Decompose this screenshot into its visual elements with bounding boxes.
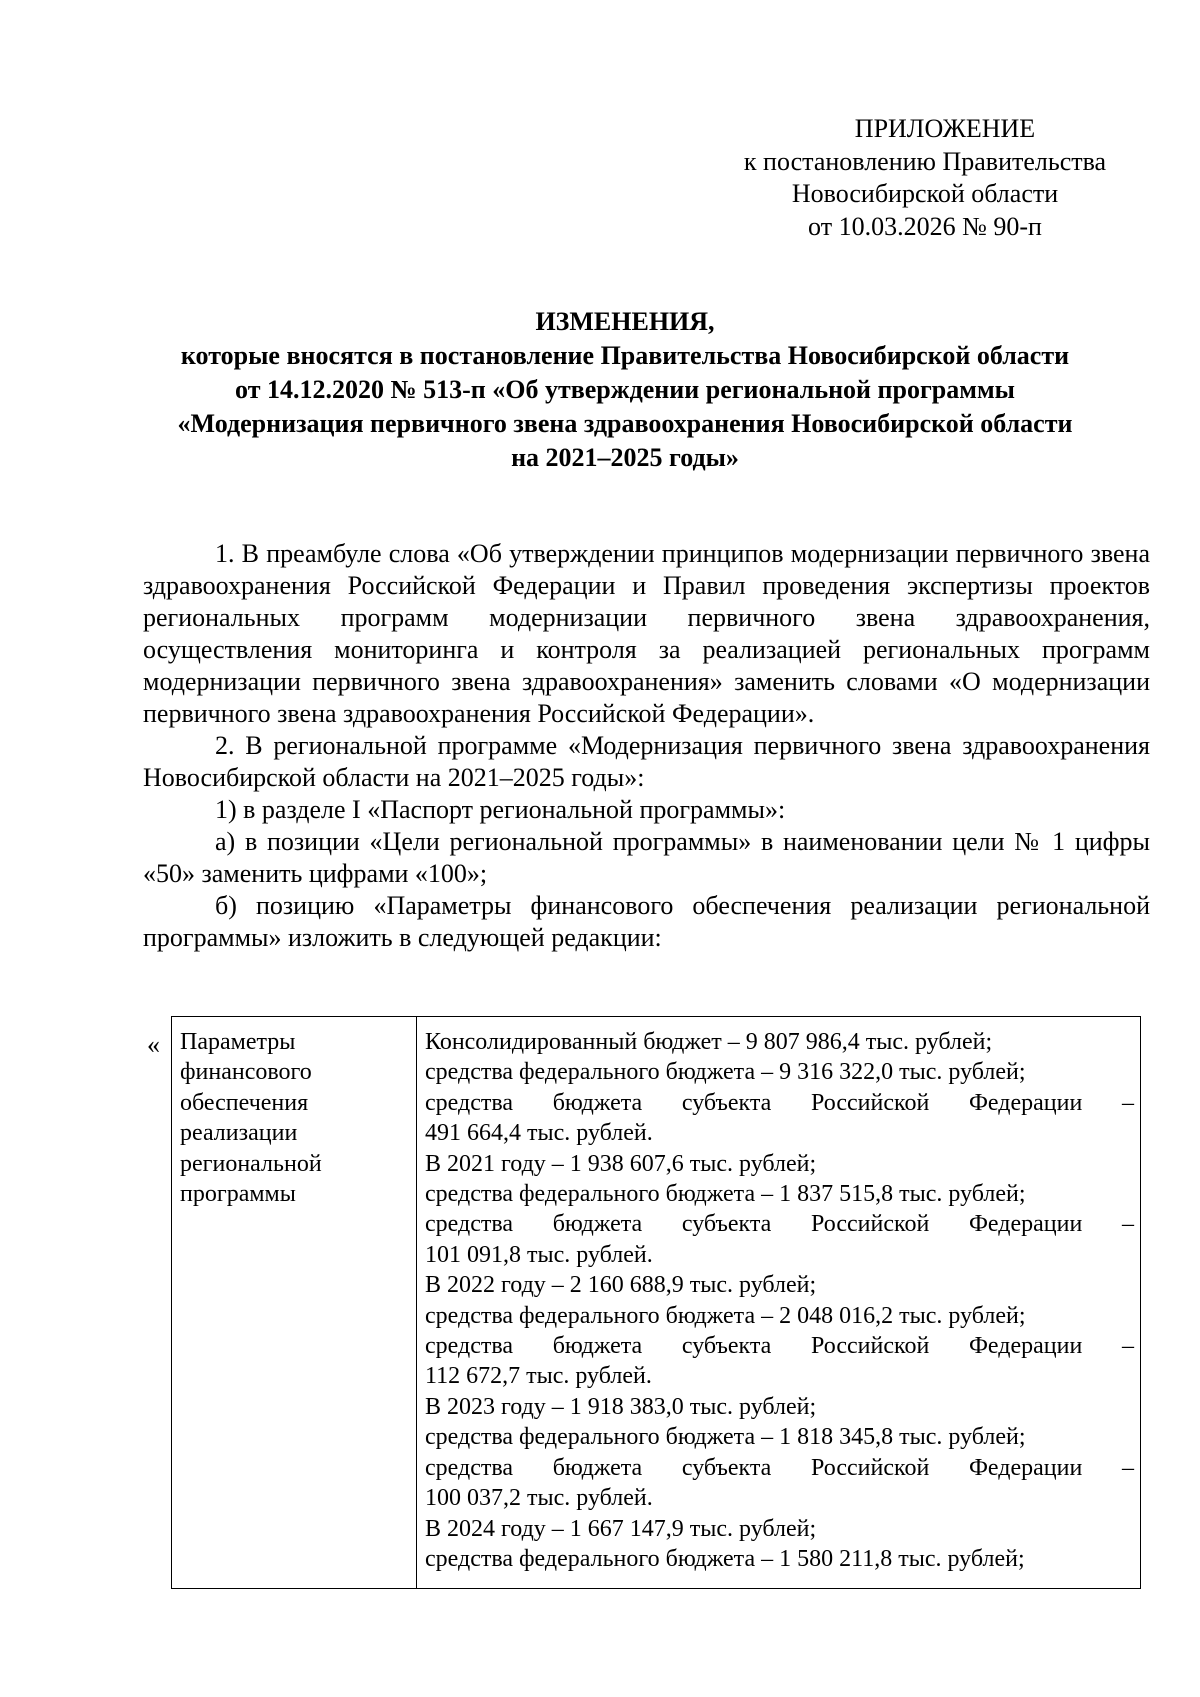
cell-line: В 2024 году – 1 667 147,9 тыс. рублей; bbox=[425, 1515, 817, 1542]
financing-table bbox=[171, 1016, 1141, 1589]
parameter-value-cell bbox=[417, 1017, 1141, 1589]
cell-line: В 2021 году – 1 938 607,6 тыс. рублей; bbox=[425, 1150, 817, 1177]
cell-line: средства федерального бюджета – 1 580 211,8 тыс. рублей; bbox=[425, 1545, 1025, 1572]
appendix-line: Новосибирской области bbox=[791, 179, 1059, 208]
parameter-name-cell bbox=[172, 1017, 417, 1589]
cell-line: программы bbox=[180, 1181, 296, 1208]
heading-title: ИЗМЕНЕНИЯ, bbox=[535, 307, 715, 336]
cell-line: средства федерального бюджета – 1 818 345,8 тыс. рублей; bbox=[425, 1424, 1026, 1451]
cell-line: 101 091,8 тыс. рублей. bbox=[425, 1241, 653, 1268]
table-row bbox=[172, 1017, 1141, 1589]
document-body bbox=[143, 538, 1150, 954]
cell-line: средства федерального бюджета – 9 316 322,0 тыс. рублей; bbox=[425, 1059, 1026, 1086]
heading-line: «Модернизация первичного звена здравоохранения Новосибирской области bbox=[177, 409, 1073, 438]
heading-line: которые вносятся в постановление Правительства Новосибирской области bbox=[180, 341, 1070, 370]
cell-line: 112 672,7 тыс. рублей. bbox=[425, 1363, 652, 1390]
cell-line: средства бюджета субъекта Российской Федерации – bbox=[425, 1454, 1134, 1481]
paragraph-5: б) позицию «Параметры финансового обеспечения реализации региональной программы» изложить в следующей редакции: bbox=[143, 891, 1150, 952]
heading-line: на 2021–2025 годы» bbox=[511, 443, 739, 472]
paragraph-1: 1. В преамбуле слова «Об утверждении принципов модернизации первичного звена здравоохранения Российской Федерации и Правил проведения экспертизы проектов региональных программ модернизации первичного звена здравоохранения, осуществления мониторинга и контроля за реализацией региональных программ модернизации первичного звена здравоохранения» заменить словами «О модернизации первичного звена здравоохранения Российской Федерации». bbox=[143, 539, 1150, 728]
open-quote-mark: « bbox=[147, 1030, 160, 1059]
cell-line: средства федерального бюджета – 1 837 515,8 тыс. рублей; bbox=[425, 1181, 1026, 1208]
cell-line: Консолидированный бюджет – 9 807 986,4 тыс. рублей; bbox=[425, 1029, 993, 1055]
paragraph-2: 2. В региональной программе «Модернизация первичного звена здравоохранения Новосибирской области на 2021–2025 годы»: bbox=[143, 731, 1150, 792]
document-heading bbox=[100, 305, 1150, 475]
cell-line: 491 664,4 тыс. рублей. bbox=[425, 1120, 653, 1147]
cell-line: региональной bbox=[180, 1150, 322, 1177]
appendix-title: ПРИЛОЖЕНИЕ bbox=[854, 114, 1036, 143]
cell-line: В 2022 году – 2 160 688,9 тыс. рублей; bbox=[425, 1272, 817, 1299]
cell-line: средства федерального бюджета – 2 048 016,2 тыс. рублей; bbox=[425, 1302, 1026, 1329]
appendix-header bbox=[700, 113, 1150, 243]
cell-line: В 2023 году – 1 918 383,0 тыс. рублей; bbox=[425, 1393, 817, 1420]
appendix-date-number: от 10.03.2026 № 90-п bbox=[808, 211, 1042, 241]
paragraph-3: 1) в разделе I «Паспорт региональной программы»: bbox=[215, 795, 786, 824]
cell-line: реализации bbox=[180, 1120, 298, 1147]
cell-line: средства бюджета субъекта Российской Федерации – bbox=[425, 1089, 1134, 1116]
cell-line: Параметры bbox=[180, 1029, 296, 1055]
heading-line: от 14.12.2020 № 513-п «Об утверждении региональной программы bbox=[235, 375, 1015, 404]
cell-line: средства бюджета субъекта Российской Федерации – bbox=[425, 1211, 1134, 1238]
cell-line: обеспечения bbox=[180, 1089, 309, 1116]
cell-line: средства бюджета субъекта Российской Федерации – bbox=[425, 1333, 1134, 1360]
cell-line: финансового bbox=[180, 1059, 312, 1086]
appendix-line: к постановлению Правительства bbox=[743, 146, 1107, 176]
cell-line: 100 037,2 тыс. рублей. bbox=[425, 1485, 653, 1512]
paragraph-4: а) в позиции «Цели региональной программы» в наименовании цели № 1 цифры «50» заменить цифрами «100»; bbox=[143, 827, 1150, 888]
